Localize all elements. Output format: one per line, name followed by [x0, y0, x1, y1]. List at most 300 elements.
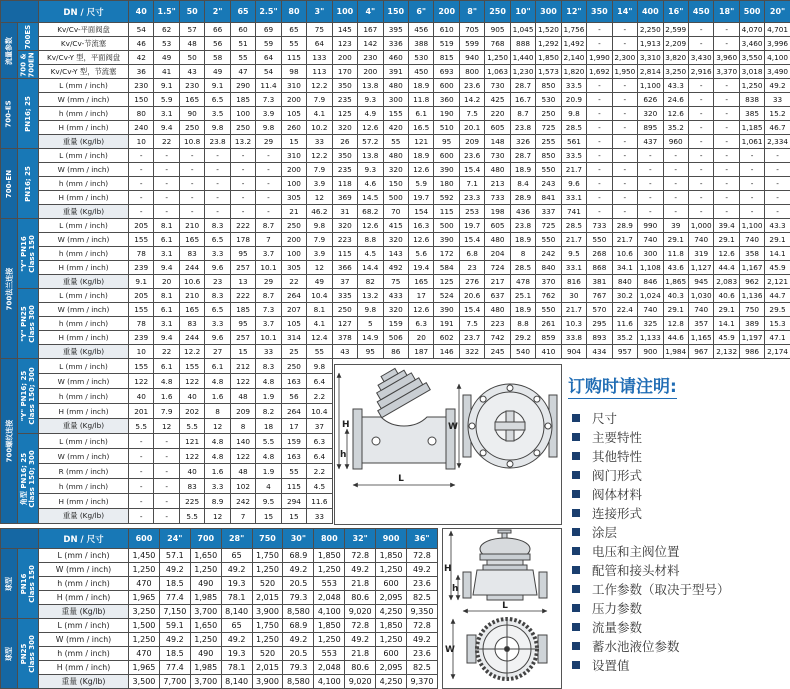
value-cell: 550 — [536, 163, 561, 177]
value-cell: 1,692 — [587, 65, 612, 79]
value-cell: 2,095 — [376, 591, 407, 605]
value-cell: 336 — [383, 37, 408, 51]
value-cell: 12.6 — [408, 163, 433, 177]
value-cell: 33 — [307, 509, 332, 524]
value-cell: 264 — [281, 404, 306, 419]
row-header: L (mm / inch) — [39, 79, 129, 93]
value-cell: 37 — [332, 275, 357, 289]
value-cell: 204 — [485, 247, 510, 261]
row-header: 重量 (Kg/lb) — [39, 135, 129, 149]
order-note-text: 蓄水池液位参数 — [592, 639, 680, 654]
value-cell: 223 — [485, 317, 510, 331]
dim-label-W: W — [448, 422, 458, 432]
value-cell: - — [230, 191, 255, 205]
value-cell: 20.5 — [283, 577, 314, 591]
value-cell: 294 — [281, 494, 306, 509]
value-cell: 40.6 — [714, 289, 739, 303]
value-cell: 44.4 — [714, 261, 739, 275]
y-valve-dimension-diagram — [334, 364, 562, 525]
value-cell: 740 — [638, 303, 663, 317]
value-cell: 68.9 — [283, 549, 314, 563]
value-cell: 433 — [383, 289, 408, 303]
value-cell: 115 — [281, 479, 306, 494]
value-cell: 22 — [154, 345, 179, 359]
value-cell: 105 — [281, 107, 306, 121]
value-cell: - — [129, 449, 154, 464]
value-cell: 23 — [205, 275, 230, 289]
value-cell: 415 — [383, 219, 408, 233]
value-cell: 125 — [332, 107, 357, 121]
value-cell: - — [688, 191, 713, 205]
value-cell: 9.3 — [358, 163, 383, 177]
value-cell: 8,140 — [221, 605, 252, 619]
value-cell: 740 — [688, 303, 713, 317]
value-cell: 8.1 — [307, 303, 332, 317]
value-cell: 1,250 — [376, 633, 407, 647]
value-cell: 8.3 — [256, 359, 281, 374]
value-cell: 1,250 — [485, 51, 510, 65]
dim-label-h: h — [340, 450, 347, 460]
row-header: H (mm / inch) — [39, 191, 129, 205]
value-cell: 122 — [179, 449, 204, 464]
value-cell: 49.2 — [221, 563, 252, 577]
value-cell: 8,580 — [283, 675, 314, 689]
value-cell: 1,133 — [638, 331, 663, 345]
value-cell: 10 — [129, 135, 154, 149]
value-cell: - — [688, 135, 713, 149]
value-cell: 888 — [510, 37, 535, 51]
value-cell: 12.6 — [358, 219, 383, 233]
column-header: 150 — [383, 1, 408, 23]
pressure-class-label: "Y" PN16 Class 150 — [18, 219, 39, 289]
value-cell: 55 — [307, 345, 332, 359]
value-cell: 100 — [230, 107, 255, 121]
table-corner — [1, 1, 39, 23]
value-cell: 550 — [536, 233, 561, 247]
value-cell: 40.3 — [663, 289, 688, 303]
value-cell: 23.3 — [459, 191, 484, 205]
value-cell: - — [587, 23, 612, 37]
value-cell: 1,650 — [190, 619, 221, 633]
order-note-item — [568, 640, 790, 654]
value-cell: 960 — [663, 135, 688, 149]
value-cell: 49.2 — [221, 633, 252, 647]
value-cell: 1,000 — [688, 219, 713, 233]
value-cell: 257 — [230, 331, 255, 345]
dn-size-header: DN / 尺寸 — [39, 1, 129, 23]
value-cell: 95 — [434, 135, 459, 149]
value-cell: - — [714, 177, 739, 191]
value-cell: 41 — [154, 65, 179, 79]
value-cell: 4,100 — [314, 605, 345, 619]
order-note-item — [568, 488, 790, 502]
value-cell: 358 — [739, 247, 764, 261]
value-cell: - — [739, 191, 764, 205]
column-header: 80 — [281, 1, 306, 23]
value-cell: - — [688, 37, 713, 51]
value-cell: - — [688, 107, 713, 121]
value-cell: - — [714, 163, 739, 177]
value-cell: 840 — [612, 275, 637, 289]
value-cell: 840 — [536, 261, 561, 275]
value-cell: - — [612, 191, 637, 205]
order-note-text: 主要特性 — [592, 430, 643, 445]
value-cell: - — [739, 205, 764, 219]
column-header: 500 — [739, 1, 764, 23]
value-cell: 506 — [383, 331, 408, 345]
value-cell: 118 — [332, 177, 357, 191]
value-cell: 410 — [536, 345, 561, 359]
value-cell: 6.8 — [459, 247, 484, 261]
value-cell: 57.2 — [358, 135, 383, 149]
order-note-text: 涂层 — [592, 525, 618, 540]
column-header: 200 — [434, 1, 459, 23]
value-cell: 10.2 — [307, 121, 332, 135]
value-cell: - — [256, 205, 281, 219]
row-header: Kv/Cv-节流塞 — [39, 37, 129, 51]
value-cell: 11.8 — [663, 247, 688, 261]
value-cell: - — [688, 93, 713, 107]
value-cell: 253 — [459, 205, 484, 219]
value-cell: 217 — [485, 275, 510, 289]
value-cell: 70 — [383, 205, 408, 219]
value-cell: 8 — [230, 419, 255, 434]
value-cell: 159 — [281, 434, 306, 449]
value-cell: - — [688, 23, 713, 37]
value-cell: - — [587, 135, 612, 149]
value-cell: - — [688, 163, 713, 177]
value-cell: 762 — [536, 289, 561, 303]
dim-label-L: L — [398, 474, 404, 484]
value-cell: 29.1 — [714, 233, 739, 247]
value-cell: 2,015 — [252, 591, 283, 605]
value-cell: 2,814 — [638, 65, 663, 79]
order-note-item — [568, 583, 790, 597]
order-note-text: 其他特性 — [592, 449, 643, 464]
valve-bonnet-stack — [364, 365, 430, 418]
value-cell: 733 — [485, 191, 510, 205]
value-cell: 1,750 — [252, 549, 283, 563]
value-cell: 3,900 — [252, 675, 283, 689]
value-cell: 23.8 — [510, 121, 535, 135]
value-cell: 5.5 — [129, 419, 154, 434]
column-header: 24" — [159, 529, 190, 549]
value-cell: 140 — [230, 434, 255, 449]
value-cell: 44.6 — [663, 331, 688, 345]
order-note-text: 设置值 — [592, 658, 630, 673]
value-cell: 21.7 — [561, 233, 586, 247]
value-cell: 4,701 — [765, 23, 790, 37]
value-cell: 1.6 — [205, 389, 230, 404]
value-cell: - — [714, 121, 739, 135]
row-header: W (mm / inch) — [39, 303, 129, 317]
pressure-class-label: PN16; 25 — [18, 149, 39, 219]
value-cell: 133 — [307, 51, 332, 65]
value-cell: 4,250 — [376, 605, 407, 619]
value-cell: 6.1 — [154, 233, 179, 247]
value-cell: 10.1 — [256, 331, 281, 345]
value-cell: 65 — [221, 619, 252, 633]
value-cell: 18.9 — [408, 79, 433, 93]
value-cell: 72.8 — [345, 619, 376, 633]
value-cell: 9.5 — [256, 494, 281, 509]
value-cell: - — [612, 121, 637, 135]
order-note-item — [568, 545, 790, 559]
value-cell: - — [256, 163, 281, 177]
value-cell: 244 — [179, 331, 204, 345]
value-cell: 33.1 — [561, 191, 586, 205]
order-note-item — [568, 621, 790, 635]
value-cell: 500 — [434, 219, 459, 233]
value-cell: 58 — [205, 51, 230, 65]
row-header: L (mm / inch) — [39, 149, 129, 163]
value-cell: 24.6 — [663, 93, 688, 107]
value-cell: 47 — [230, 65, 255, 79]
bullet-square-icon — [572, 661, 580, 669]
value-cell: - — [688, 79, 713, 93]
column-header: 400 — [638, 1, 663, 23]
value-cell: 1.9 — [256, 464, 281, 479]
value-cell: 12.6 — [358, 121, 383, 135]
value-cell: 22.4 — [612, 303, 637, 317]
value-cell: 3,370 — [714, 65, 739, 79]
value-cell: 12.6 — [408, 303, 433, 317]
value-cell: 605 — [485, 219, 510, 233]
value-cell: - — [663, 163, 688, 177]
value-cell: 235 — [332, 163, 357, 177]
value-cell: - — [154, 509, 179, 524]
value-cell: 212 — [230, 359, 255, 374]
row-header: h (mm / inch) — [39, 577, 129, 591]
value-cell: 19.7 — [459, 219, 484, 233]
value-cell: 12 — [154, 419, 179, 434]
value-cell: 68.2 — [358, 205, 383, 219]
value-cell: - — [179, 163, 204, 177]
value-cell: 79.3 — [283, 591, 314, 605]
value-cell: 239 — [129, 261, 154, 275]
value-cell: 3.5 — [205, 107, 230, 121]
value-cell: 49.2 — [765, 79, 790, 93]
value-cell: 95 — [230, 317, 255, 331]
value-cell: 23.6 — [407, 647, 438, 661]
value-cell: 1,185 — [739, 121, 764, 135]
order-note-item — [568, 526, 790, 540]
value-cell: 310 — [281, 149, 306, 163]
value-cell: 155 — [383, 107, 408, 121]
value-cell: - — [587, 149, 612, 163]
value-cell: 40 — [129, 389, 154, 404]
value-cell: 49.2 — [159, 563, 190, 577]
value-cell: 4.1 — [307, 317, 332, 331]
value-cell: 480 — [383, 79, 408, 93]
value-cell: 6.1 — [154, 359, 179, 374]
value-cell: 17 — [408, 289, 433, 303]
value-cell: 600 — [434, 149, 459, 163]
value-cell: 3.3 — [205, 479, 230, 494]
value-cell: 600 — [376, 647, 407, 661]
value-cell: 740 — [739, 233, 764, 247]
value-cell: 15.3 — [765, 317, 790, 331]
value-cell: 3,018 — [739, 65, 764, 79]
value-cell: 7.5 — [459, 317, 484, 331]
bullet-square-icon — [572, 509, 580, 517]
value-cell: 693 — [434, 65, 459, 79]
value-cell: 47.1 — [765, 331, 790, 345]
value-cell: 540 — [510, 345, 535, 359]
value-cell: 46 — [129, 37, 154, 51]
value-cell: - — [587, 163, 612, 177]
value-cell: - — [230, 149, 255, 163]
value-cell: 1,440 — [510, 51, 535, 65]
value-cell: 378 — [332, 331, 357, 345]
value-cell: 230 — [129, 79, 154, 93]
value-cell: 381 — [587, 275, 612, 289]
column-header: 300 — [536, 1, 561, 23]
value-cell: 15 — [256, 509, 281, 524]
value-cell: 600 — [434, 79, 459, 93]
value-cell: 1,292 — [536, 37, 561, 51]
value-cell: 1,965 — [129, 661, 160, 675]
value-cell: 741 — [561, 205, 586, 219]
row-header: Kv/Cv-Y 型，节流塞 — [39, 65, 129, 79]
value-cell: 55 — [281, 464, 306, 479]
value-cell: 29.1 — [663, 233, 688, 247]
value-cell: 7.9 — [307, 93, 332, 107]
value-cell: 200 — [358, 65, 383, 79]
value-cell: 314 — [281, 331, 306, 345]
value-cell: 2,083 — [714, 275, 739, 289]
value-cell: 490 — [190, 577, 221, 591]
value-cell: 33.1 — [561, 261, 586, 275]
value-cell: 1,250 — [190, 563, 221, 577]
value-cell: 1,450 — [129, 549, 160, 563]
value-cell: 29.1 — [765, 233, 790, 247]
value-cell: 3.1 — [154, 107, 179, 121]
bullet-square-icon — [572, 642, 580, 650]
value-cell: 31 — [332, 205, 357, 219]
value-cell: 305 — [281, 261, 306, 275]
value-cell: 18.9 — [408, 149, 433, 163]
value-cell: 33.8 — [561, 331, 586, 345]
value-cell: 904 — [561, 345, 586, 359]
value-cell: 5.5 — [256, 434, 281, 449]
value-cell: 102 — [230, 479, 255, 494]
value-cell: 170 — [332, 65, 357, 79]
value-cell: 12.2 — [307, 149, 332, 163]
value-cell: 55 — [281, 37, 306, 51]
value-cell: 510 — [434, 121, 459, 135]
value-cell: - — [714, 93, 739, 107]
value-cell: 8.9 — [205, 494, 230, 509]
value-cell: 1,985 — [190, 591, 221, 605]
value-cell: 470 — [129, 647, 160, 661]
value-cell: 95 — [230, 247, 255, 261]
value-cell: 13 — [230, 275, 255, 289]
value-cell: 145 — [332, 23, 357, 37]
value-cell: 198 — [485, 205, 510, 219]
value-cell: 115 — [434, 205, 459, 219]
value-cell: 14.4 — [358, 261, 383, 275]
value-cell: 53 — [154, 37, 179, 51]
value-cell: 460 — [383, 51, 408, 65]
bullet-square-icon — [572, 623, 580, 631]
value-cell: - — [179, 149, 204, 163]
value-cell: 300 — [638, 247, 663, 261]
value-cell: 1,250 — [190, 633, 221, 647]
value-cell: 28.9 — [612, 219, 637, 233]
order-note-item — [568, 469, 790, 483]
value-cell: 5.9 — [408, 177, 433, 191]
value-cell: 82 — [358, 275, 383, 289]
value-cell: 60 — [230, 23, 255, 37]
value-cell: 320 — [332, 219, 357, 233]
value-cell: 9,020 — [345, 675, 376, 689]
value-cell: - — [638, 163, 663, 177]
value-cell: 8.7 — [256, 289, 281, 303]
value-cell: 55 — [383, 135, 408, 149]
value-cell: 49.2 — [159, 633, 190, 647]
value-cell: 146 — [434, 345, 459, 359]
value-cell: 8.3 — [205, 289, 230, 303]
value-cell: 4.5 — [307, 479, 332, 494]
column-header: 65 — [230, 1, 255, 23]
value-cell: 36 — [129, 65, 154, 79]
value-cell: 1,061 — [739, 135, 764, 149]
value-cell: 13.2 — [230, 135, 255, 149]
value-cell: 12.8 — [663, 317, 688, 331]
pressure-class-label: PN25 Class 300 — [18, 619, 39, 689]
value-cell: 290 — [230, 79, 255, 93]
value-cell: - — [129, 205, 154, 219]
value-cell: 205 — [129, 219, 154, 233]
column-header: 250 — [485, 1, 510, 23]
value-cell: - — [688, 149, 713, 163]
value-cell: - — [154, 434, 179, 449]
value-cell: - — [587, 79, 612, 93]
value-cell: 222 — [230, 219, 255, 233]
column-header: 12" — [561, 1, 586, 23]
value-cell: 600 — [376, 577, 407, 591]
value-cell: 121 — [179, 434, 204, 449]
value-cell: 185 — [230, 93, 255, 107]
value-cell: 390 — [434, 233, 459, 247]
value-cell: 6.5 — [205, 303, 230, 317]
value-cell: 724 — [485, 261, 510, 275]
value-cell: 4,100 — [765, 51, 790, 65]
value-cell: 2,015 — [252, 661, 283, 675]
row-header: L (mm / inch) — [39, 549, 129, 563]
value-cell: 21.8 — [345, 647, 376, 661]
globe-valve-dimension-diagram — [442, 528, 562, 689]
value-cell: 9.4 — [154, 121, 179, 135]
value-cell: - — [714, 135, 739, 149]
value-cell: 105 — [281, 317, 306, 331]
order-note-text: 压力参数 — [592, 601, 643, 616]
value-cell: 28.9 — [510, 191, 535, 205]
value-cell: 46.7 — [765, 121, 790, 135]
value-cell: 49.2 — [407, 633, 438, 647]
value-cell: 3.9 — [307, 247, 332, 261]
value-cell: 6.5 — [205, 233, 230, 247]
value-cell: 1.6 — [154, 389, 179, 404]
value-cell: - — [638, 149, 663, 163]
value-cell: 9,020 — [345, 605, 376, 619]
value-cell: 20.1 — [459, 121, 484, 135]
row-header: h (mm / inch) — [39, 479, 129, 494]
value-cell: 250 — [179, 121, 204, 135]
value-cell: 1,045 — [510, 23, 535, 37]
value-cell: 78.1 — [221, 661, 252, 675]
